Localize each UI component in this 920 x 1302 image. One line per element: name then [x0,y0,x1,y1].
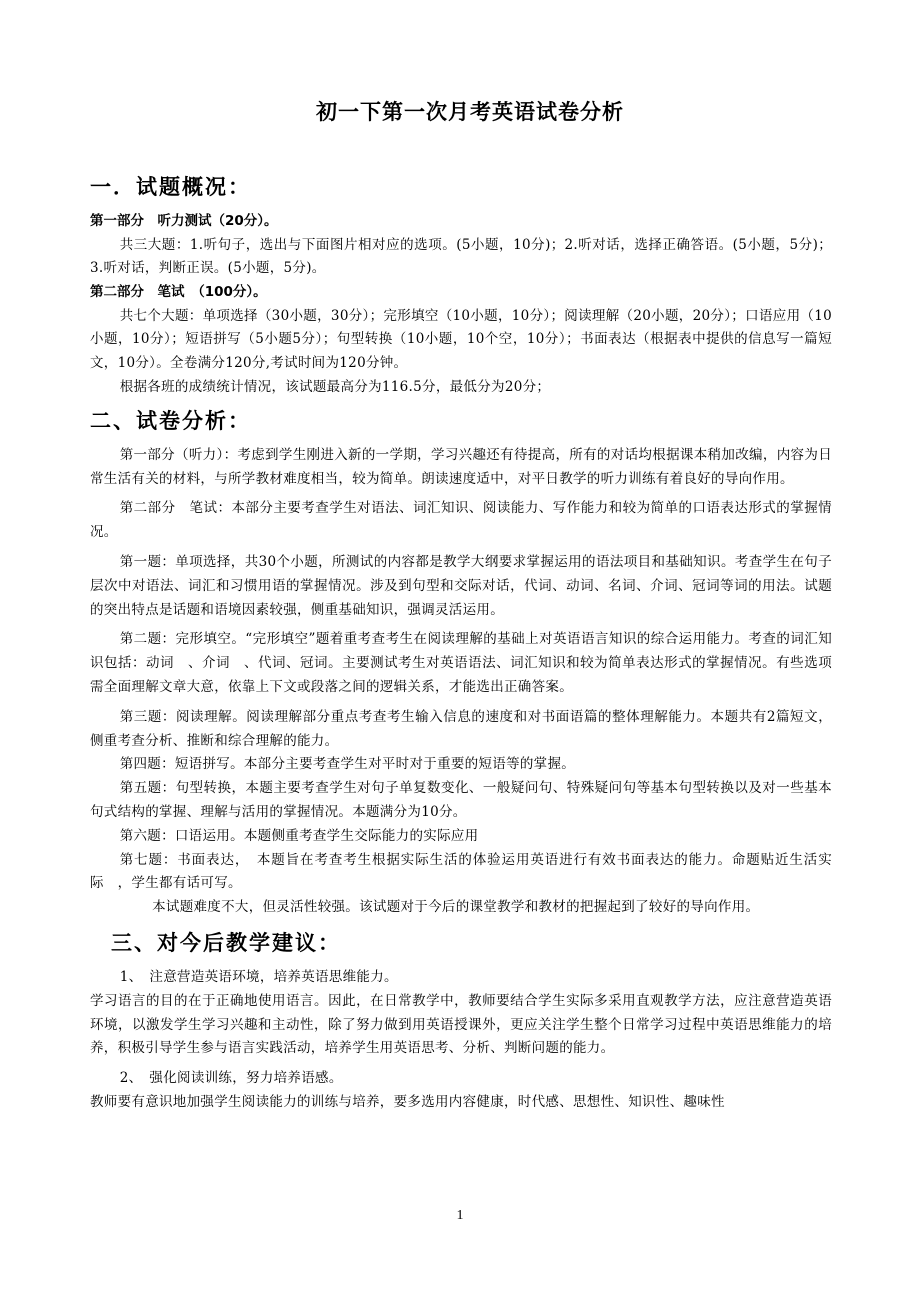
page-number: 1 [456,1208,464,1223]
analysis-question-4: 第四题：短语拼写。本部分主要考查学生对平时对于重要的短语等的掌握。 [119,756,576,773]
suggestion-1-text: 学习语言的目的在于正确地使用语言。因此，在日常教学中，教师要结合学生实际多采用直观教学方法，应注意营造英语环境，以激发学生学习兴趣和主动性，除了努力做到用英语授课外，更应关注学生整个日常学习过程中英语思维能力的培养，积极引导学生参与语言实践活动，培养学生用英语思考、分析、判断问题的能力。 [90,992,832,1057]
analysis-listening: 第一部分（听力）：考虑到学生刚进入新的一学期，学习兴趣还有待提高，所有的对话均根据课本稍加改编，内容为日常生活有关的材料，与所学教材难度相当，较为简单。朗读速度适中，对平日教学的听力训练有着良好的导向作用。 [90,446,832,487]
analysis-question-6: 第六题：口语运用。本题侧重考查学生交际能力的实际应用 [119,827,479,844]
document-page [90,96,832,1115]
suggestion-1-title: 1、 注意营造英语环境，培养英语思维能力。 [119,968,398,985]
section-analysis [90,406,832,920]
section-suggestions [90,928,832,1115]
document-title: 初一下第一次月考英语试卷分析 [316,100,624,124]
score-stats-text: 根据各班的成绩统计情况，该试题最高分为116.5分，最低分为20分； [119,378,551,395]
analysis-question-7: 第七题：书面表达， 本题旨在考查考生根据实际生活的体验运用英语进行有效书面表达的能力。命题贴近生活实际 ，学生都有话可写。 [90,851,832,892]
analysis-question-5: 第五题：句型转换，本题主要考查学生对句子单复数变化、一般疑问句、特殊疑问句等基本句型转换以及对一些基本句式结构的掌握、理解与活用的掌握情况。本题满分为10分。 [90,780,832,820]
section-overview-heading: 一．试题概况： [90,175,251,199]
suggestion-2-title: 2、 强化阅读训练，努力培养语感。 [119,1070,343,1087]
analysis-question-2: 第二题：完形填空。“完形填空”题着重考查考生在阅读理解的基础上对英语语言知识的综合运用能力。考查的词汇知识包括：动词 、介词 、代词、冠词。主要测试考生对英语语法、词汇知识和较为简单表达形式的掌握情况。有些选项需全面理解文章大意，依靠上下文或段落之间的逻辑关系，才能选出正确答案。 [90,631,832,695]
part2-heading: 第二部分 笔试 （100分）。 [90,284,267,301]
suggestion-2-text: 教师要有意识地加强学生阅读能力的训练与培养，要多选用内容健康，时代感、思想性、知识性、趣味性 [90,1093,725,1110]
analysis-summary: 本试题难度不大，但灵活性较强。该试题对于今后的课堂教学和教材的把握起到了较好的导向作用。 [152,899,760,916]
part2-text: 共七个大题：单项选择（30小题，30分）；完形填空（10小题，10分）；阅读理解（20小题，20分）；口语应用（10小题，10分）；短语拼写（5小题5分）；句型转换（10小题，10个空，10分）；书面表达（根据表中提供的信息写一篇短文，10分）。全卷满分120分,考试时间为120分钟。 [90,307,832,372]
analysis-question-1: 第一题：单项选择，共30个小题，所测试的内容都是教学大纲要求掌握运用的语法项目和基础知识。考查学生在句子层次中对语法、词汇和习惯用语的掌握情况。涉及到句型和交际对话，代词、动词、名词、介词、冠词等词的用法。试题的突出特点是话题和语境因素较强，侧重基础知识，强调灵活运用。 [90,553,832,618]
part1-heading: 第一部分 听力测试（20分）。 [90,213,278,229]
section-overview [90,172,832,400]
section-analysis-heading: 二、试卷分析： [90,408,251,433]
analysis-question-3: 第三题：阅读理解。阅读理解部分重点考查考生输入信息的速度和对书面语篇的整体理解能力。本题共有2篇短文，侧重考查分析、推断和综合理解的能力。 [90,708,832,749]
section-suggestions-heading: 三、对今后教学建议： [111,930,341,955]
analysis-written: 第二部分 笔试：本部分主要考查学生对语法、词汇知识、阅读能力、写作能力和较为简单的口语表达形式的掌握情况。 [90,500,832,541]
part1-text: 共三大题：1.听句子，选出与下面图片相对应的选项。(5小题，10分)；2.听对话，选择正确答语。(5小题，5分)；3.听对话，判断正误。(5小题，5分)。 [90,236,832,277]
